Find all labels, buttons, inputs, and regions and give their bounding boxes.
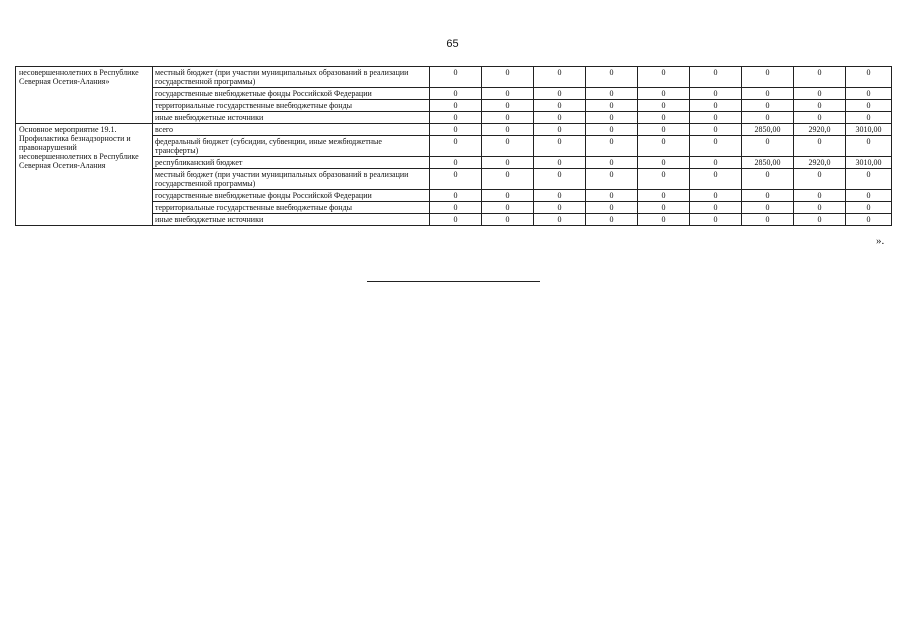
amount-cell: 0	[482, 136, 534, 157]
funding-source-cell: всего	[153, 124, 430, 136]
amount-cell: 0	[586, 157, 638, 169]
amount-cell: 0	[430, 124, 482, 136]
amount-cell: 0	[846, 100, 892, 112]
amount-cell: 0	[690, 169, 742, 190]
page-number: 65	[446, 38, 459, 50]
amount-cell: 0	[638, 169, 690, 190]
funding-source-cell: иные внебюджетные источники	[153, 214, 430, 226]
amount-cell: 0	[534, 214, 586, 226]
funding-source-cell: местный бюджет (при участии муниципальных образований в реализации государственной программы)	[153, 67, 430, 88]
closing-quote-mark: ».	[876, 235, 885, 247]
amount-cell: 0	[794, 88, 846, 100]
table-row	[16, 124, 892, 136]
amount-cell: 0	[430, 100, 482, 112]
amount-cell: 0	[638, 67, 690, 88]
amount-cell: 0	[482, 124, 534, 136]
amount-cell: 0	[430, 136, 482, 157]
amount-cell: 0	[430, 169, 482, 190]
funding-source-cell: территориальные государственные внебюджетные фонды	[153, 100, 430, 112]
amount-cell: 0	[586, 67, 638, 88]
amount-cell: 0	[482, 157, 534, 169]
table-row	[16, 67, 892, 88]
amount-cell: 0	[794, 214, 846, 226]
funding-source-cell: государственные внебюджетные фонды Российской Федерации	[153, 190, 430, 202]
amount-cell: 0	[430, 112, 482, 124]
amount-cell: 0	[742, 88, 794, 100]
amount-cell: 0	[638, 112, 690, 124]
amount-cell: 0	[482, 88, 534, 100]
amount-cell: 0	[690, 67, 742, 88]
amount-cell: 0	[430, 190, 482, 202]
amount-cell: 0	[742, 202, 794, 214]
amount-cell: 0	[794, 100, 846, 112]
amount-cell: 0	[846, 136, 892, 157]
amount-cell: 0	[690, 124, 742, 136]
amount-cell: 0	[482, 67, 534, 88]
amount-cell: 0	[638, 136, 690, 157]
amount-cell: 2920,0	[794, 157, 846, 169]
amount-cell: 0	[534, 124, 586, 136]
funding-source-cell: республиканский бюджет	[153, 157, 430, 169]
amount-cell: 0	[534, 157, 586, 169]
amount-cell: 0	[586, 214, 638, 226]
amount-cell: 0	[586, 124, 638, 136]
amount-cell: 0	[690, 100, 742, 112]
amount-cell: 0	[846, 67, 892, 88]
amount-cell: 0	[690, 136, 742, 157]
funding-source-cell: территориальные государственные внебюджетные фонды	[153, 202, 430, 214]
amount-cell: 0	[586, 112, 638, 124]
amount-cell: 0	[794, 202, 846, 214]
amount-cell: 0	[430, 88, 482, 100]
amount-cell: 0	[638, 202, 690, 214]
amount-cell: 0	[534, 169, 586, 190]
amount-cell: 0	[742, 67, 794, 88]
amount-cell: 0	[690, 88, 742, 100]
amount-cell: 0	[534, 202, 586, 214]
amount-cell: 0	[638, 100, 690, 112]
amount-cell: 0	[482, 169, 534, 190]
amount-cell: 0	[482, 190, 534, 202]
amount-cell: 2920,0	[794, 124, 846, 136]
amount-cell: 0	[534, 100, 586, 112]
amount-cell: 0	[846, 190, 892, 202]
amount-cell: 0	[586, 190, 638, 202]
amount-cell: 3010,00	[846, 124, 892, 136]
amount-cell: 0	[846, 169, 892, 190]
amount-cell: 0	[638, 157, 690, 169]
amount-cell: 0	[846, 202, 892, 214]
amount-cell: 0	[586, 88, 638, 100]
amount-cell: 0	[742, 169, 794, 190]
amount-cell: 0	[638, 124, 690, 136]
amount-cell: 2850,00	[742, 124, 794, 136]
amount-cell: 0	[534, 88, 586, 100]
amount-cell: 2850,00	[742, 157, 794, 169]
amount-cell: 0	[534, 190, 586, 202]
budget-table-body	[16, 67, 892, 226]
amount-cell: 0	[794, 136, 846, 157]
amount-cell: 0	[482, 100, 534, 112]
amount-cell: 0	[638, 190, 690, 202]
funding-source-cell: иные внебюджетные источники	[153, 112, 430, 124]
amount-cell: 0	[482, 112, 534, 124]
amount-cell: 0	[430, 202, 482, 214]
amount-cell: 0	[690, 112, 742, 124]
amount-cell: 0	[482, 214, 534, 226]
amount-cell: 0	[586, 202, 638, 214]
end-divider-line	[367, 281, 540, 282]
amount-cell: 0	[690, 157, 742, 169]
event-name-cell: несовершеннолетних в Республике Северная Осетия-Алания»	[16, 67, 153, 124]
amount-cell: 0	[534, 112, 586, 124]
amount-cell: 0	[586, 169, 638, 190]
amount-cell: 0	[534, 67, 586, 88]
amount-cell: 0	[430, 214, 482, 226]
amount-cell: 0	[846, 88, 892, 100]
funding-source-cell: государственные внебюджетные фонды Российской Федерации	[153, 88, 430, 100]
budget-table	[15, 66, 892, 226]
amount-cell: 0	[690, 214, 742, 226]
funding-source-cell: федеральный бюджет (субсидии, субвенции, иные межбюджетные трансферты)	[153, 136, 430, 157]
amount-cell: 0	[534, 136, 586, 157]
amount-cell: 0	[586, 136, 638, 157]
amount-cell: 0	[742, 190, 794, 202]
amount-cell: 0	[586, 100, 638, 112]
event-name-cell: Основное мероприятие 19.1. Профилактика безнадзорности и правонарушений несовершеннолетних в Республике Северная Осетия-Алания	[16, 124, 153, 226]
funding-source-cell: местный бюджет (при участии муниципальных образований в реализации государственной программы)	[153, 169, 430, 190]
amount-cell: 0	[742, 112, 794, 124]
amount-cell: 0	[430, 67, 482, 88]
amount-cell: 0	[794, 67, 846, 88]
amount-cell: 0	[638, 88, 690, 100]
amount-cell: 0	[794, 112, 846, 124]
amount-cell: 0	[742, 136, 794, 157]
amount-cell: 0	[794, 190, 846, 202]
amount-cell: 0	[846, 214, 892, 226]
amount-cell: 0	[430, 157, 482, 169]
amount-cell: 0	[482, 202, 534, 214]
amount-cell: 0	[794, 169, 846, 190]
amount-cell: 0	[742, 214, 794, 226]
amount-cell: 0	[742, 100, 794, 112]
amount-cell: 3010,00	[846, 157, 892, 169]
amount-cell: 0	[846, 112, 892, 124]
amount-cell: 0	[690, 202, 742, 214]
amount-cell: 0	[690, 190, 742, 202]
amount-cell: 0	[638, 214, 690, 226]
